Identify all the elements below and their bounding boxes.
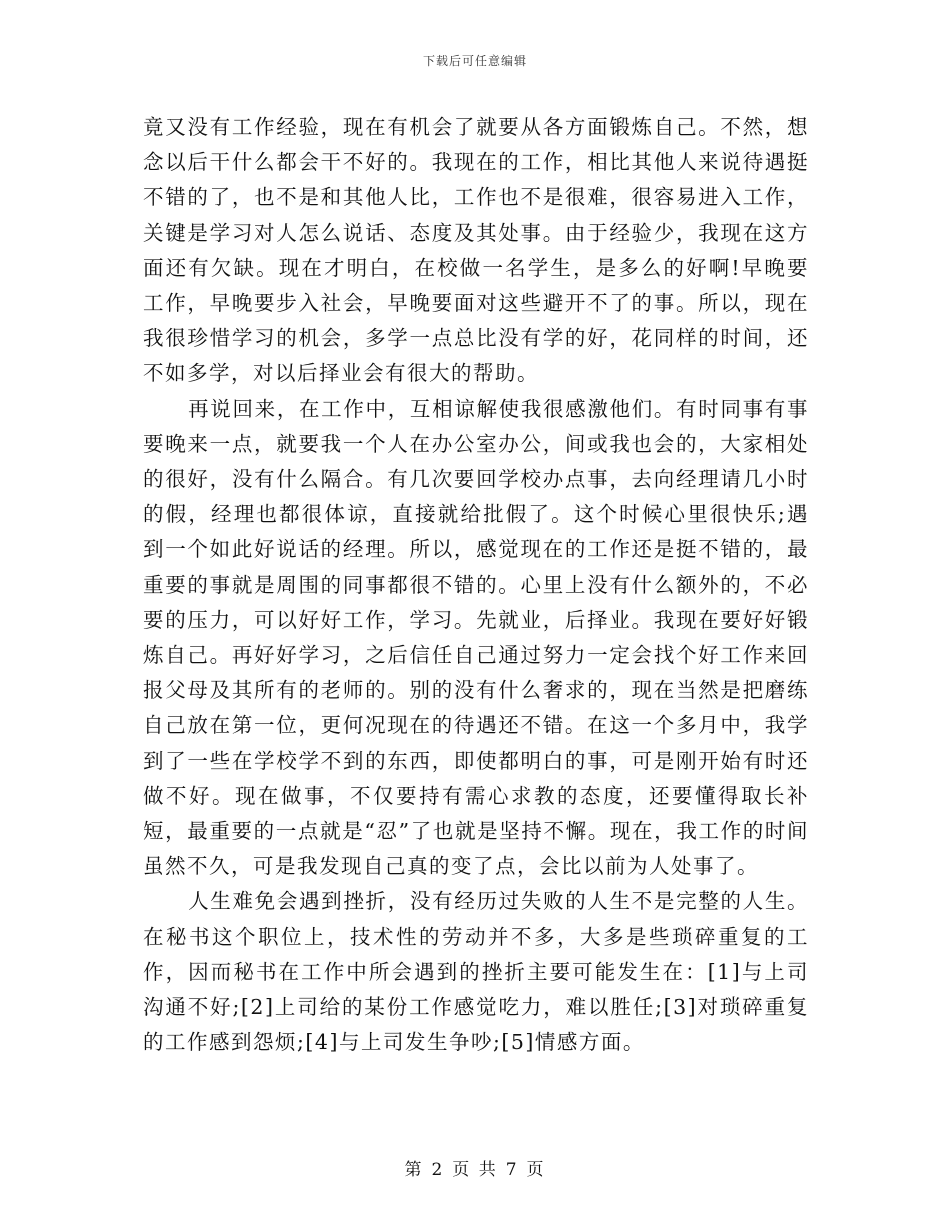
footer-current-page: 2 [431, 1160, 445, 1180]
paragraph-2: 再说回来，在工作中，互相谅解使我很感激他们。有时同事有事要晚来一点，就要我一个人在办公室办公，间或我也会的，大家相处的很好，没有什么隔合。有几次要回学校办点事，去向经理请几小时的假，经理也都很体谅，直接就给批假了。这个时候心里很快乐;遇到一个如此好说话的经理。所以，感觉现在的工作还是挺不错的，最重要的事就是周围的同事都很不错的。心里上没有什么额外的，不必要的压力，可以好好工作，学习。先就业，后择业。我现在要好好锻炼自己。再好好学习，之后信任自己通过努力一定会找个好工作来回报父母及其所有的老师的。别的没有什么奢求的，现在当然是把磨练自己放在第一位，更何况现在的待遇还不错。在这一个多月中，我学到了一些在学校学不到的东西，即使都明白的事，可是刚开始有时还做不好。现在做事，不仅要持有需心求教的态度，还要懂得取长补短，最重要的一点就是“忍”了也就是坚持不懈。现在，我工作的时间虽然不久，可是我发现自己真的变了点，会比以前为人处事了。 [143, 396, 809, 879]
page-footer [0, 1155, 950, 1180]
footer-suffix: 页 [526, 1160, 546, 1180]
paragraph-1: 竟又没有工作经验，现在有机会了就要从各方面锻炼自己。不然，想念以后干什么都会干不好的。我现在的工作，相比其他人来说待遇挺不错的了，也不是和其他人比，工作也不是很难，很容易进入工作，关键是学习对人怎么说话、态度及其处事。由于经验少，我现在这方面还有欠缺。现在才明白，在校做一名学生，是多么的好啊!早晚要工作，早晚要步入社会，早晚要面对这些避开不了的事。所以，现在我很珍惜学习的机会，多学一点总比没有学的好，花同样的时间，还不如多学，对以后择业会有很大的帮助。 [143, 115, 809, 386]
document-body [143, 110, 809, 1060]
footer-prefix: 第 [404, 1160, 424, 1180]
footer-middle: 页 共 [452, 1160, 498, 1180]
paragraph-3: 人生难免会遇到挫折，没有经历过失败的人生不是完整的人生。在秘书这个职位上，技术性的劳动并不多，大多是些琐碎重复的工作，因而秘书在工作中所会遇到的挫折主要可能发生在：[1]与上司沟通不好;[2]上司给的某份工作感觉吃力，难以胜任;[3]对琐碎重复的工作感到怨烦;[4]与上司发生争吵;[5]情感方面。 [143, 889, 809, 1055]
page-header: 下载后可任意编辑 [422, 54, 527, 68]
footer-total-pages: 7 [505, 1160, 519, 1180]
